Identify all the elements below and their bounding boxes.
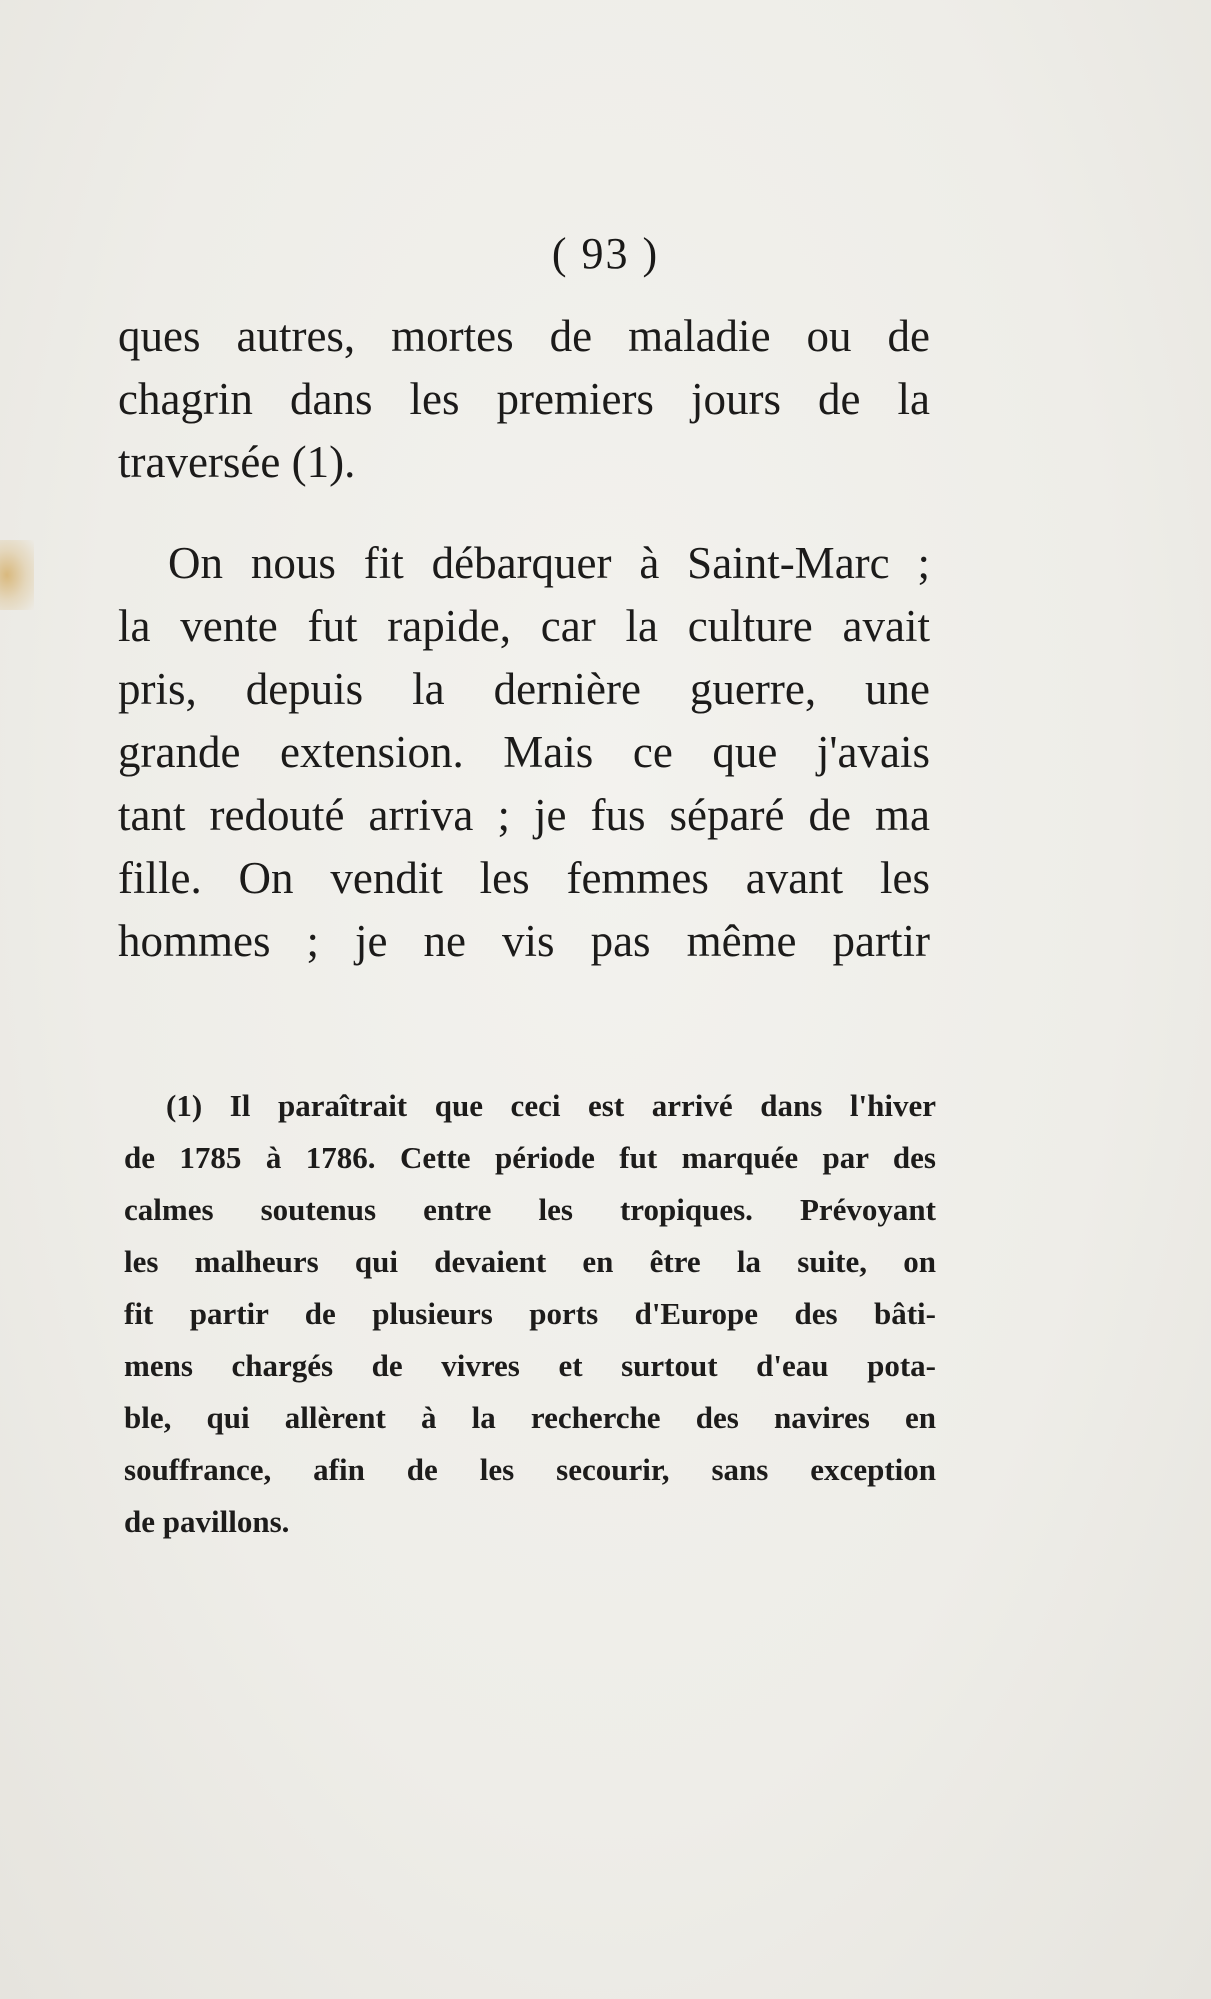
footnote-line: ble, qui allèrent à la recherche des navires en	[124, 1400, 936, 1435]
main-text	[118, 305, 930, 973]
footnote-line: de pavillons.	[124, 1504, 290, 1539]
text-line: fille. On vendit les femmes avant les	[118, 853, 930, 903]
text-line: grande extension. Mais ce que j'avais	[118, 727, 930, 777]
text-line: chagrin dans les premiers jours de la	[118, 374, 930, 424]
text-line: traversée (1).	[118, 437, 356, 487]
text-line: pris, depuis la dernière guerre, une	[118, 664, 930, 714]
footnote-line: calmes soutenus entre les tropiques. Prévoyant	[124, 1192, 936, 1227]
paper-stain	[0, 540, 34, 610]
text-line: la vente fut rapide, car la culture avait	[118, 601, 930, 651]
footnote	[124, 1080, 936, 1548]
text-line: ques autres, mortes de maladie ou de	[118, 311, 930, 361]
footnote-line: souffrance, afin de les secourir, sans exception	[124, 1452, 936, 1487]
paragraph-gap	[118, 494, 930, 532]
footnote-line: mens chargés de vivres et surtout d'eau pota-	[124, 1348, 936, 1383]
text-line: On nous fit débarquer à Saint-Marc ;	[168, 538, 930, 588]
text-line: tant redouté arriva ; je fus séparé de ma	[118, 790, 930, 840]
footnote-line: (1) Il paraîtrait que ceci est arrivé dans l'hiver	[166, 1088, 936, 1123]
page-number: ( 93 )	[551, 229, 660, 278]
text-line: hommes ; je ne vis pas même partir	[118, 916, 930, 966]
footnote-line: les malheurs qui devaient en être la suite, on	[124, 1244, 936, 1279]
footnote-line: fit partir de plusieurs ports d'Europe des bâti-	[124, 1296, 936, 1331]
footnote-line: de 1785 à 1786. Cette période fut marquée par des	[124, 1140, 936, 1175]
